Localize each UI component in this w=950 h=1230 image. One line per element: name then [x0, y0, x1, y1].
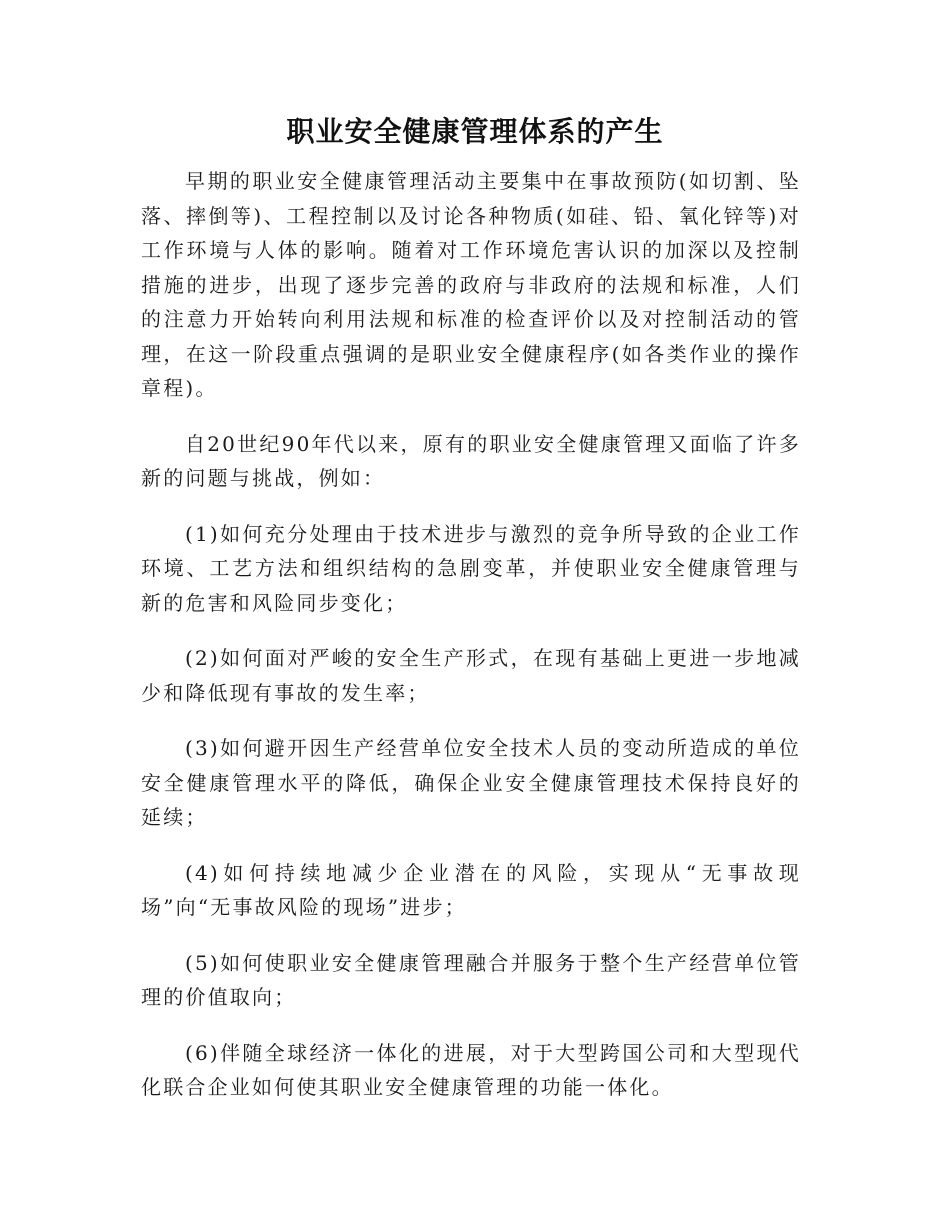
paragraph-item-5: (5)如何使职业安全健康管理融合并服务于整个生产经营单位管理的价值取向； [141, 950, 801, 1009]
document-title: 职业安全健康管理体系的产生 [286, 115, 664, 148]
paragraph-item-3: (3)如何避开因生产经营单位安全技术人员的变动所造成的单位安全健康管理水平的降低，确保企业安全健康管理技术保持良好的延续； [141, 736, 801, 829]
paragraph-challenges: 自20世纪90年代以来，原有的职业安全健康管理又面临了许多新的问题与挑战，例如： [141, 431, 801, 490]
paragraph-item-6: (6)伴随全球经济一体化的进展，对于大型跨国公司和大型现代化联合企业如何使其职业安全健康管理的功能一体化。 [141, 1040, 801, 1099]
paragraph-item-1: (1)如何充分处理由于技术进步与激烈的竞争所导致的企业工作环境、工艺方法和组织结构的急剧变革，并使职业安全健康管理与新的危害和风险同步变化； [141, 521, 801, 615]
document-body [141, 164, 801, 1126]
paragraph-intro: 早期的职业安全健康管理活动主要集中在事故预防(如切割、坠落、摔倒等)、工程控制以及讨论各种物质(如硅、铅、氧化锌等)对工作环境与人体的影响。随着对工作环境危害认识的加深以及控制措施的进步，出现了逐步完善的政府与非政府的法规和标准，人们的注意力开始转向利用法规和标准的检查评价以及对控制活动的管理，在这一阶段重点强调的是职业安全健康程序(如各类作业的操作章程)。 [141, 169, 801, 400]
paragraph-item-2: (2)如何面对严峻的安全生产形式，在现有基础上更进一步地减少和降低现有事故的发生率； [141, 646, 801, 705]
paragraph-item-4: (4)如何持续地减少企业潜在的风险，实现从“无事故现场”向“无事故风险的现场”进步； [141, 860, 801, 919]
